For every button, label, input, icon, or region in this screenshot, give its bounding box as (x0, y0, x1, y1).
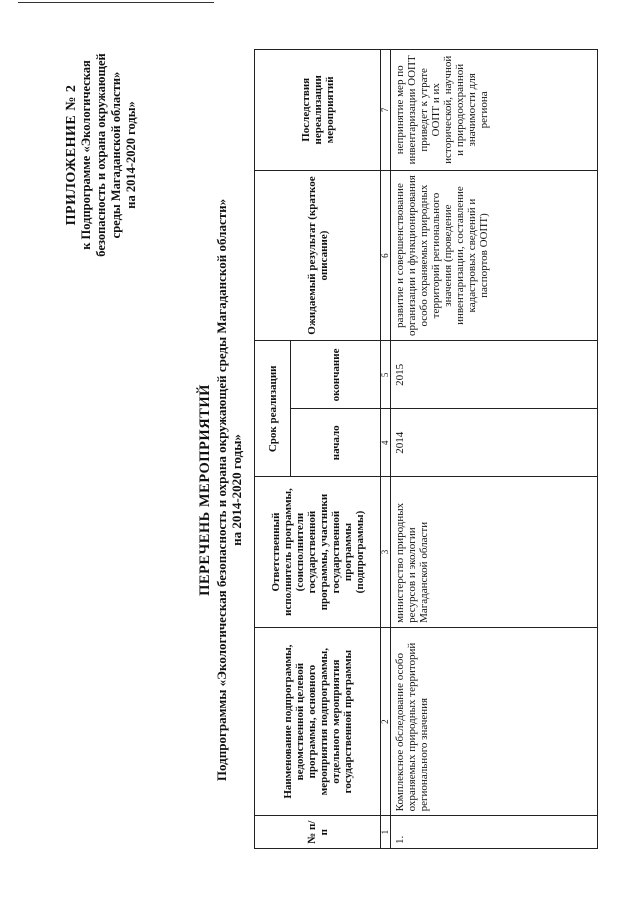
appendix-heading (64, 10, 139, 300)
header-consequences: Последствия нереализации мероприятий (255, 50, 381, 171)
appendix-line-1: к Подпрограмме «Экологическая (79, 60, 93, 250)
measures-table (254, 49, 598, 849)
document-title-block (196, 115, 244, 865)
table-row (391, 50, 598, 849)
table-header-row-1 (255, 50, 291, 849)
row-start: 2014 (391, 409, 598, 477)
row-num: 1. (391, 816, 598, 849)
column-number: 6 (381, 170, 391, 341)
appendix-title: ПРИЛОЖЕНИЕ № 2 (64, 84, 79, 226)
row-result: развитие и совершенствование организации и функционирования особо охраняемых природных территорий регионального значения (проведение инвентаризации, составление кадастровых сведений и паспортов ООПТ) (391, 170, 598, 341)
header-num: № п/п (255, 816, 381, 849)
column-number: 1 (381, 816, 391, 849)
appendix-line-2: безопасность и охрана окружающей (94, 53, 108, 257)
header-period: Срок реализации (255, 341, 291, 477)
document-subtitle-years: на 2014-2020 годы» (229, 434, 244, 546)
header-name: Наименование подпрограммы, ведомственной целевой программы, основного мероприятия подпрограммы, отдельного мероприятия государственной программы (255, 627, 381, 815)
header-result: Ожидаемый результат (краткое описание) (255, 170, 381, 341)
row-name: Комплексное обследование особо охраняемых природных территорий регионального значения (391, 627, 598, 815)
column-number: 4 (381, 409, 391, 477)
row-executor: министерство природных ресурсов и экологии Магаданской области (391, 477, 598, 628)
document-title: ПЕРЕЧЕНЬ МЕРОПРИЯТИЙ (197, 384, 213, 596)
column-number: 2 (381, 627, 391, 815)
row-consequences: непринятие мер по инвентаризации ООПТ приведет к утрате ООПТ и их исторической, научной и природоохранной значимости для региона (391, 50, 598, 171)
document-subtitle: Подпрограммы «Экологическая безопасность и охрана окружающей среды Магаданской области» (214, 198, 229, 782)
header-executor: Ответственный исполнитель программы, (соисполнители государственной программы, участники государственной программы (подпрограммы) (255, 477, 381, 628)
column-number-row (381, 50, 391, 849)
column-number: 7 (381, 50, 391, 171)
appendix-line-4: на 2014-2020 годы» (124, 101, 138, 209)
column-number: 3 (381, 477, 391, 628)
header-start: начало (291, 409, 381, 477)
column-number: 5 (381, 341, 391, 409)
header-end: окончание (291, 341, 381, 409)
row-end: 2015 (391, 341, 598, 409)
appendix-line-3: среды Магаданской области» (109, 71, 123, 239)
